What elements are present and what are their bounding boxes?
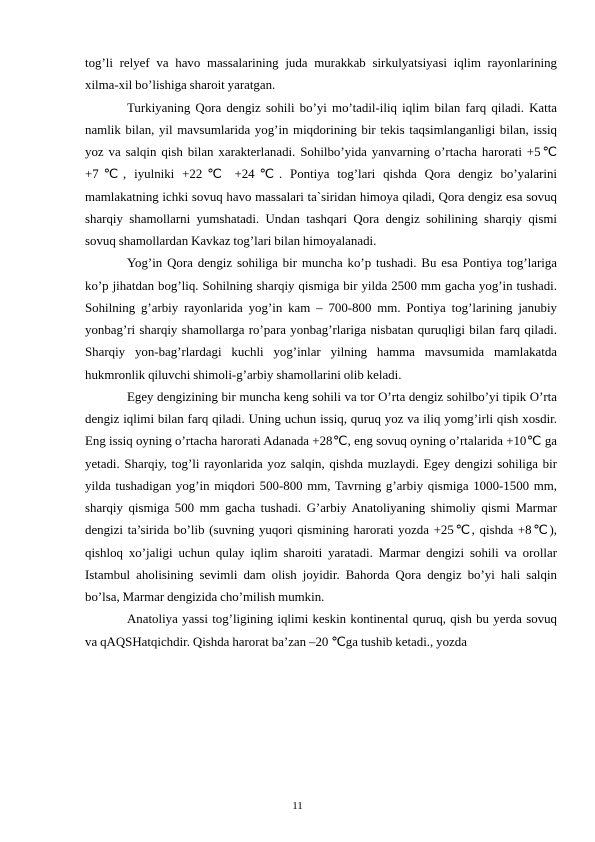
paragraph-3: Yog’in Qora dengiz sohiliga bir muncha ko’p tushadi. Bu esa Pontiya tog’lariga ko’p jihatdan bog’liq. Sohilning sharqiy qismiga bir yilda 2500 mm gacha yog’in tushadi. Sohilning g’arbiy rayonlarida yog’in kam – 700-800 mm. Pontiya tog’larining janubiy yonbag’ri sharqiy shamollarga ro’para yonbag’rlariga nisbatan quruqligi bilan farq qiladi. Sharqiy yon-bag’rlardagi kuchli yog’inlar yilning hamma mavsumida mamlakatda hukmronlik qiluvchi shimoli-g’arbiy shamollarini olib keladi.: [85, 256, 557, 382]
body-text: [85, 52, 557, 653]
paragraph-4: Egey dengizining bir muncha keng sohili va tor O’rta dengiz sohilbo’yi tipik O’rta dengiz iqlimi bilan farq qiladi. Uning uchun issiq, quruq yoz va iliq yomg’irli qish xosdir. Eng issiq oyning o’rtacha harorati Adanada +28℃, eng sovuq oyning o’rtalarida +10℃ ga yetadi. Sharqiy, tog’li rayonlarida yoz salqin, qishda muzlaydi. Egey dengizi sohiliga bir yilda tushadigan yog’in miqdori 500-800 mm, Tavrning g’arbiy qismiga 1000-1500 mm, sharqiy qismiga 500 mm gacha tushadi. G’arbiy Anatoliyaning shimoliy qismi Marmar dengizi ta’sirida bo’lib (suvning yuqori qismining harorati yozda +25℃, qishda +8℃), qishloq xo’jaligi uchun qulay iqlim sharoiti yaratadi. Marmar dengizi sohili va orollar Istambul aholisining sevimli dam olish joyidir. Bahorda Qora dengiz bo’yi hali salqin bo’lsa, Marmar dengizida cho’milish mumkin.: [85, 389, 557, 604]
paragraph-5: Anatoliya yassi tog’ligining iqlimi keskin kontinental quruq, qish bu yerda sovuq va qAQSHatqichdir. Qishda harorat ba’zan –20 ℃ga tushib ketadi., yozda: [85, 612, 557, 649]
paragraph-1: tog’li relyef va havo massalarining juda murakkab sirkulyatsiyasi iqlim rayonlarining xilma-xil bo’lishiga sharoit yaratgan.: [85, 56, 557, 93]
page-number: 11: [292, 800, 303, 812]
paragraph-2: Turkiyaning Qora dengiz sohili bo’yi mo’tadil-iliq iqlim bilan farq qiladi. Katta namlik bilan, yil mavsumlarida yog’in miqdorining bir tekis taqsimlanganligi bilan, issiq yoz va salqin qish bilan xarakterlanadi. Sohilbo’yida yanvarning o’rtacha harorati +5℃ +7℃, iyulniki +22℃ +24℃. Pontiya tog’lari qishda Qora dengiz bo’yalarini mamlakatning ichki sovuq havo massalari ta`siridan himoya qiladi, Qora dengiz esa sovuq sharqiy shamollarni yumshatadi. Undan tashqari Qora dengiz sohilining sharqiy qismi sovuq shamollardan Kavkaz tog’lari bilan himoyalanadi.: [85, 100, 557, 248]
